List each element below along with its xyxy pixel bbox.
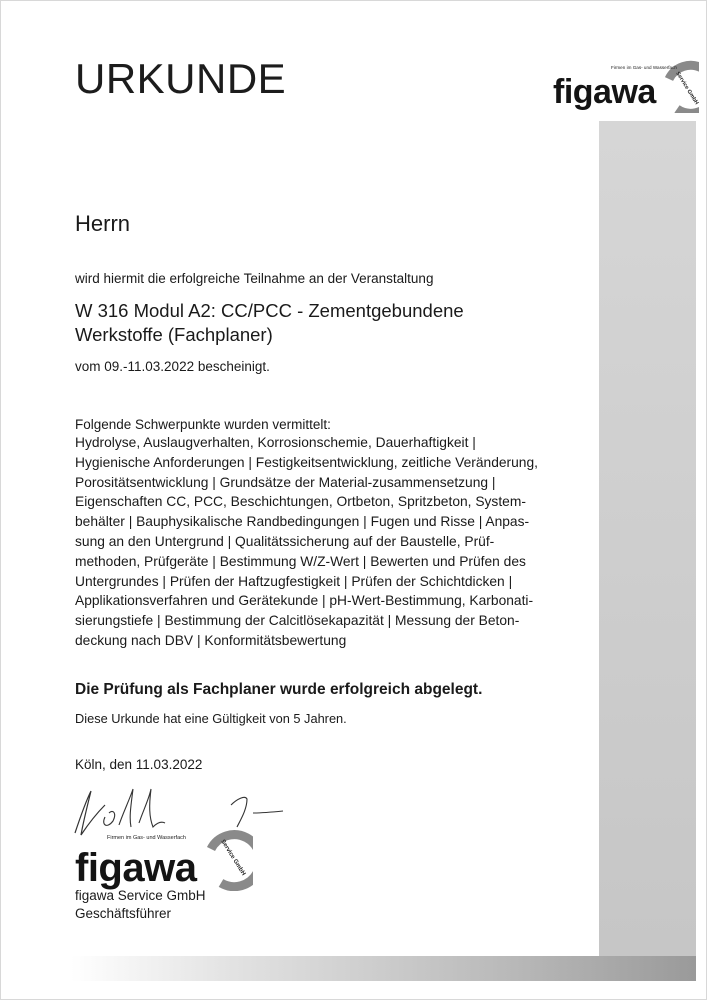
company-name: figawa Service GmbH [75,888,206,903]
salutation: Herrn [75,211,131,236]
focus-line: sierungstiefe | Bestimmung der Calcitlösekapazität | Messung der Beton- [75,613,520,629]
figawa-stamp-logo [73,827,253,891]
event-date: vom 09.-11.03.2022 bescheinigt. [75,359,270,374]
focus-line: deckung nach DBV | Konformitätsbewertung [75,632,347,648]
event-title [75,299,464,347]
intro-text: wird hiermit die erfolgreiche Teilnahme an der Veranstaltung [75,271,434,286]
certificate-title: URKUNDE [75,55,287,102]
decorative-side-band [599,121,696,956]
focus-line: behälter | Bauphysikalische Randbedingungen | Fugen und Risse | Anpas- [75,514,530,530]
svg-text:Firmen im Gas- und Wasserfach: Firmen im Gas- und Wasserfach [107,835,186,841]
focus-line: Hygienische Anforderungen | Festigkeitsentwicklung, zeitliche Veränderung, [75,454,538,470]
validity-note: Diese Urkunde hat eine Gültigkeit von 5 Jahren. [75,711,347,726]
event-title-line-1: W 316 Modul A2: CC/PCC - Zementgebundene [75,300,464,321]
focus-line: Porositätsentwicklung | Grundsätze der Material-zusammensetzung | [75,474,496,490]
svg-text:Service GmbH: Service GmbH [674,70,699,106]
focus-line: Eigenschaften CC, PCC, Beschichtungen, Ortbeton, Spritzbeton, System- [75,494,526,510]
focus-line: Untergrundes | Prüfen der Haftzugfestigkeit | Prüfen der Schichtdicken | [75,573,513,589]
svg-text:figawa: figawa [75,846,197,890]
place-and-date: Köln, den 11.03.2022 [75,757,203,772]
focus-line: Hydrolyse, Auslaugverhalten, Korrosionschemie, Dauerhaftigkeit | [75,435,476,450]
focus-heading: Folgende Schwerpunkte wurden vermittelt: [75,417,331,432]
svg-text:figawa: figawa [553,73,656,111]
svg-text:Service GmbH: Service GmbH [219,838,247,877]
focus-topics [75,433,538,651]
focus-line: methoden, Prüfgeräte | Bestimmung W/Z-Wert | Bewerten und Prüfen des [75,553,526,569]
event-title-line-2: Werkstoffe (Fachplaner) [75,324,273,345]
decorative-bottom-band [71,956,696,981]
signatory-block [75,887,206,923]
focus-line: Applikationsverfahren und Gerätekunde | pH-Wert-Bestimmung, Karbonati- [75,593,534,609]
exam-passed-statement: Die Prüfung als Fachplaner wurde erfolgreich abgelegt. [75,681,483,698]
svg-text:Firmen im Gas- und Wasserfach: Firmen im Gas- und Wasserfach [611,65,677,70]
focus-line: sung an den Untergrund | Qualitätssicherung auf der Baustelle, Prüf- [75,533,495,549]
signatory-role: Geschäftsführer [75,906,172,921]
figawa-logo [549,59,699,113]
